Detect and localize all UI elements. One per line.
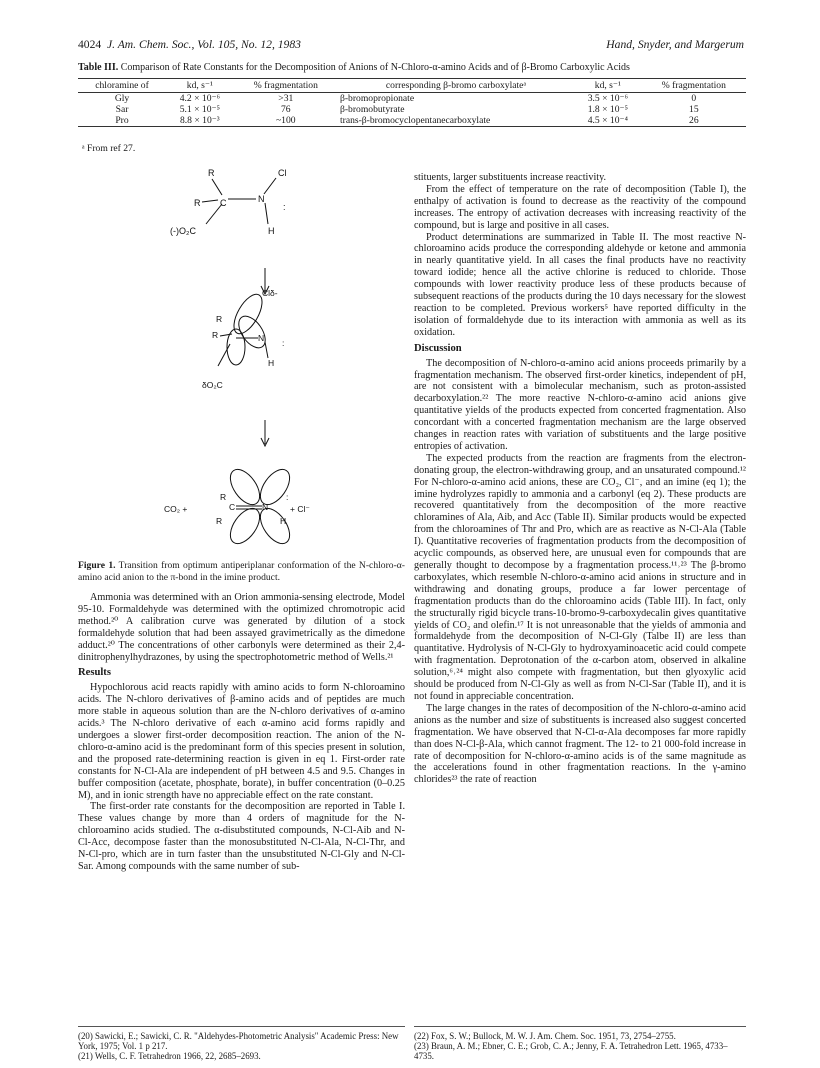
table-cell: β-bromopropionate	[339, 93, 415, 104]
figure-label: Figure 1.	[78, 560, 116, 571]
n-label: N	[262, 502, 269, 512]
section-heading-results: Results	[78, 667, 111, 679]
c-label: C	[229, 502, 236, 512]
table-cell: 76	[280, 104, 291, 115]
mechanism-figure	[150, 162, 380, 562]
table-row	[78, 93, 746, 105]
column-header: corresponding β-bromo carboxylateᵃ	[338, 79, 574, 93]
table-cell: >31	[278, 93, 294, 104]
co2-product-label: CO₂ +	[164, 504, 188, 514]
column-header: kd, s⁻¹	[166, 79, 234, 93]
left-column	[78, 592, 405, 873]
r-label: R	[216, 314, 223, 324]
paragraph: Hypochlorous acid reacts rapidly with amino acids to form N-chloroamino acids. The N-chloro derivatives of β-amino acids and of peptides are much more stable in aqueous solution than are the N-chloro derivatives of α-amino acids.³ The N-chloro derivative of each α-amino acid forms rapidly and undergoes a slower first-order decomposition reaction. The anion of the N-chloro-α-amino acid is the predominant form of this species present in solution, and the proposed rate-determining reaction is given in eq 1. First-order rate constants for N-Cl-Ala are independent of pH between 4.5 and 9.5. Changes in buffer composition (acetate, phosphate, borate), in buffer concentration (0–0.25 M), and in ionic strength have no appreciable effect on the rate constant.	[78, 682, 405, 801]
references-left	[78, 1026, 405, 1061]
column-header: % fragmentation	[642, 79, 746, 93]
column-header: kd, s⁻¹	[574, 79, 642, 93]
paragraph: The first-order rate constants for the decomposition are reported in Table I. These values change by more than 4 orders of magnitude for the N-chloroamino acids studied. The α-disubstituted compounds, N-Cl-Aib and N-Cl-Acc, decompose faster than the monosubstituted N-Cl-Ala, N-Cl-Thr, and N-Cl-pro, which are in turn faster than the unsubstituted N-Cl-Gly and N-Cl-Sar. Among compounds with the same number of sub-	[78, 801, 405, 872]
table-row	[78, 104, 746, 115]
table-cell: 4.5 × 10⁻⁴	[574, 115, 642, 127]
table-cell: 15	[689, 104, 699, 115]
figure-caption-text: Transition from optimum antiperiplanar conformation of the N-chloro-α-amino acid anion to the π-bond in the imine product.	[78, 560, 405, 583]
references-right	[414, 1026, 746, 1061]
h-label: H	[268, 226, 275, 236]
paragraph: Product determinations are summarized in Table II. The most reactive N-chloroamino acids produce the corresponding aldehyde or ketone and ammonia in nearly quantitative yield. In all cases the final products have no reactivity toward iodide; hence all the active chlorine is reduced to chloride. Those compounds with lower reactivity produce less of these products because of subsequent reactions of the products during the 10 days necessary for the slowest reaction to be completed. Previous workers⁵ have reported difficulty in the isolation of formaldehyde due to its interaction with ammonia as well as its oxidation.	[414, 231, 746, 338]
page-number: 4024	[78, 38, 102, 51]
reference: (20) Sawicki, E.; Sawicki, C. R. "Aldehydes-Photometric Analysis" Academic Press: New York, 1975; Vol. 1 p 217.	[78, 1031, 399, 1051]
table-footnote: ᵃ From ref 27.	[82, 143, 136, 154]
svg-text::: :	[282, 338, 285, 348]
reference: (22) Fox, S. W.; Bullock, M. W. J. Am. Chem. Soc. 1951, 73, 2754–2755.	[414, 1031, 676, 1041]
table-cell: trans-β-bromocyclopentanecarboxylate	[338, 115, 574, 127]
h-label: H	[268, 358, 275, 368]
r-label: R	[194, 198, 201, 208]
c-label: C	[220, 198, 227, 208]
table-cell: 3.5 × 10⁻⁶	[587, 93, 628, 104]
table-caption	[78, 62, 746, 73]
table-label: Table III.	[78, 62, 119, 73]
table-cell: Pro	[78, 115, 166, 127]
table-cell: 1.8 × 10⁻⁵	[587, 104, 628, 115]
r-label: R	[220, 492, 227, 502]
table-cell: 8.8 × 10⁻³	[166, 115, 234, 127]
n-label: N	[258, 194, 265, 204]
table-row	[78, 115, 746, 127]
table-cell: 4.2 × 10⁻⁶	[179, 93, 220, 104]
cl-label: Cl	[278, 168, 287, 178]
table-cell: Gly	[114, 93, 130, 104]
table-cell: 0	[691, 93, 697, 104]
figure-caption	[78, 560, 405, 583]
authors-header: Hand, Snyder, and Margerum	[606, 38, 744, 51]
table-header-row	[78, 79, 746, 93]
table-caption-text: Comparison of Rate Constants for the Decomposition of Anions of N-Chloro-α-amino Acids and of β-Bromo Carboxylic Acids	[120, 62, 630, 73]
table-cell: Sar	[115, 104, 129, 115]
paragraph: The decomposition of N-chloro-α-amino acid anions proceeds primarily by a fragmentation mechanism. The observed first-order kinetics, independent of pH, are not consistent with a bimolecular mechanism, such as proton-assisted decarboxylation.²² The more reactive N-chloro-α-amino acid anions give quantitative yields of the products expected from concerted fragmentation. Also concordant with a concerted fragmentation mechanism are the large observed changes in reaction rates with variation of substituents and the large positive entropies of activation.	[414, 357, 746, 452]
table-cell: 26	[642, 115, 746, 127]
table-body	[78, 93, 746, 127]
chloride-partial-label: Clδ-	[262, 288, 278, 298]
svg-text::: :	[283, 202, 286, 212]
table-cell: 5.1 × 10⁻⁵	[179, 104, 220, 115]
h-label: H	[280, 516, 287, 526]
r-label: R	[216, 516, 223, 526]
paragraph: stituents, larger substituents increase reactivity.	[414, 172, 607, 183]
carboxylate-partial-label: δO₂C	[202, 380, 223, 390]
reference: (23) Braun, A. M.; Ebner, C. E.; Grob, C. A.; Jenny, F. A. Tetrahedron Lett. 1965, 4733–4735.	[414, 1041, 728, 1061]
paragraph: The expected products from the reaction are fragments from the electron-donating group, the electron-withdrawing group, and an unsaturated compound.¹² For N-chloro-α-amino acid anions, these are CO₂, Cl⁻, and an imine (eq 1); the imine hydrolyzes rapidly to ammonia and a carbonyl (eq 2). These products are recovered quantitatively from the decomposition of the more reactive chloramines of Ala, Aib, and Acc (Table II). Similar products would be expected from the chloroamines of Thr and Pro, which are as reactive as N-Cl-Ala (Table I). Quantitative recoveries of fragmentation products from the decomposition of acyclic compounds, as observed here, are unusual even for compounds that are generally thought to decompose by a fragmentation process.¹¹˒²³ The β-bromo carboxylates, which resemble N-chloro-α-amino acid anions in structure and in withdrawing and donating groups, produce a far lower percentage of fragmentation products than do the chloroamino acids (Table III). In fact, only the structurally rigid bicycle trans-10-bromo-9-carboxydecalin gives quantitative yields of CO₂ and olefin.¹⁷ It is not unreasonable that the yields of ammonia and formaldehyde from the decomposition of N-Cl-Gly (Talbe II) are less than quantitative. Hydrolysis of N-Cl-Gly to hydroxyaminoacetic acid could compete with fragmentation. Deprotonation of the α-carbon atom, observed in alkaline solution,⁶˒²⁴ might also compete with fragmentation, but then glyoxylic acid should be produced from N-Cl-Gly as well as from N-Cl-Sar (Table II), and it is not found in appreciable concentration.	[414, 452, 746, 702]
chloride-product-label: + Cl⁻	[290, 504, 310, 514]
section-heading-discussion: Discussion	[414, 342, 462, 354]
table-cell: β-bromobutyrate	[339, 104, 405, 115]
column-header: % fragmentation	[234, 79, 338, 93]
journal-citation: J. Am. Chem. Soc., Vol. 105, No. 12, 1983	[106, 38, 301, 51]
table-cell: ~100	[234, 115, 338, 127]
paragraph: The large changes in the rates of decomposition of the N-chloro-α-amino acid anions as the number and size of substituents is increased also suggest concerted fragmentation. We have observed that N-Cl-α-Ala decomposes far more rapidly than does N-Cl-β-Ala, which cannot fragment. The 12- to 21 000-fold increase in rate of decomposition for N-chloro-α-amino acids is of the same magnitude as the accelerations found in other fragmentation reactions. In the γ-amino chlorides²³ the rate of reaction	[414, 702, 746, 786]
reference: (21) Wells, C. F. Tetrahedron 1966, 22, 2685–2693.	[78, 1051, 261, 1061]
rate-constant-table	[78, 78, 746, 127]
paragraph: Ammonia was determined with an Orion ammonia-sensing electrode, Model 95-10. Formaldehyde was determined with the optimized chromotropic acid method.²⁰ A calibration curve was generated by dilution of a stock formaldehyde solution that had been assayed gravimetrically as the dimedone adduct.²⁰ The concentrations of other carbonyls were determined as their 2,4-dinitrophenylhydrazones, by using the spectrophotometric method of Wells.²¹	[78, 592, 405, 663]
r-label: R	[212, 330, 219, 340]
right-column	[414, 172, 746, 786]
n-label: N	[258, 333, 265, 343]
r-label: R	[208, 168, 215, 178]
paragraph: From the effect of temperature on the rate of decomposition (Table I), the enthalpy of activation is found to decrease as the reactivity of the compound increases. The entropy of activation decreases with increasing reactivity of the compound, but is large and positive in all cases.	[414, 183, 746, 231]
svg-text::: :	[286, 492, 289, 502]
carboxylate-label: (-)O₂C	[170, 226, 196, 236]
column-header: chloramine of	[78, 79, 166, 93]
